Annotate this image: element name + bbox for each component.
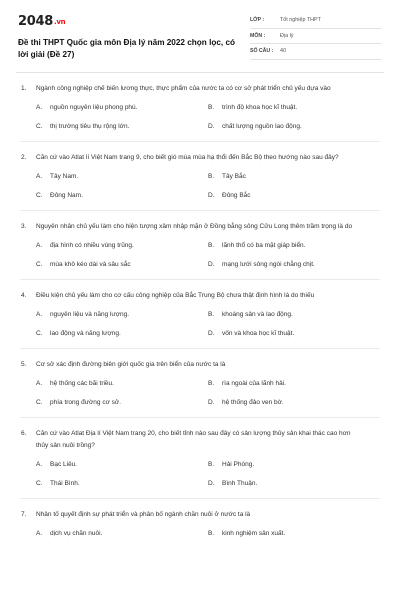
option-letter: D.	[208, 123, 215, 130]
answer-option-a[interactable]	[36, 460, 208, 469]
option-text: Tây Nam.	[50, 173, 79, 180]
option-text: mùa khô kéo dài và sâu sắc	[50, 261, 131, 268]
answer-option-d[interactable]	[208, 329, 380, 338]
answer-option-d[interactable]	[208, 260, 380, 269]
meta-value: 40	[280, 48, 286, 55]
option-text: mạng lưới sông ngòi chằng chịt.	[222, 261, 315, 268]
answer-options	[20, 460, 380, 488]
option-text: Bình Thuận.	[222, 480, 258, 487]
answer-option-d[interactable]	[208, 398, 380, 407]
option-letter: C.	[36, 261, 43, 268]
question-text: Điều kiện chủ yếu làm cho cơ cấu công nghiệp của Bắc Trung Bộ chưa thật định hình là do thiếu	[36, 292, 315, 299]
option-letter: D.	[208, 192, 215, 199]
answer-options	[20, 241, 380, 269]
option-letter: C.	[36, 399, 43, 406]
question-stem	[20, 428, 380, 452]
option-letter: B.	[208, 173, 215, 180]
question-item	[20, 418, 380, 499]
answer-options	[20, 310, 380, 338]
option-letter: D.	[208, 330, 215, 337]
option-letter: C.	[36, 330, 43, 337]
meta-label: MÔN :	[250, 32, 266, 39]
question-text: Cơ sở xác định đường biên giới quốc gia trên biển của nước ta là	[36, 361, 226, 368]
answer-option-b[interactable]	[208, 103, 380, 112]
option-text: lãnh thổ có ba mặt giáp biển.	[222, 242, 306, 249]
answer-option-c[interactable]	[36, 122, 208, 131]
option-text: địa hình có nhiều vùng trũng.	[50, 242, 134, 249]
question-stem	[20, 290, 380, 302]
option-letter: A.	[36, 104, 43, 111]
question-item	[20, 211, 380, 280]
answer-options	[20, 529, 380, 538]
option-text: Đông Bắc	[222, 192, 251, 199]
meta-value: Tốt nghiệp THPT	[280, 17, 321, 24]
answer-option-d[interactable]	[208, 191, 380, 200]
logo-suffix: .vn	[53, 18, 66, 26]
option-text: rìa ngoài của lãnh hải.	[222, 380, 286, 387]
option-letter: C.	[36, 480, 43, 487]
question-number: 4.	[21, 292, 27, 299]
meta-label: SỐ CÂU :	[250, 48, 274, 55]
option-letter: B.	[208, 461, 215, 468]
answer-option-a[interactable]	[36, 241, 208, 250]
option-letter: B.	[208, 380, 215, 387]
option-letter: A.	[36, 380, 43, 387]
option-text: Hải Phòng.	[222, 461, 255, 468]
answer-option-a[interactable]	[36, 379, 208, 388]
meta-row-grade	[250, 13, 382, 29]
question-stem	[20, 221, 380, 233]
question-number: 2.	[21, 154, 27, 161]
answer-option-a[interactable]	[36, 310, 208, 319]
option-text: dịch vụ chăn nuôi.	[50, 530, 103, 537]
question-item	[20, 73, 380, 142]
answer-option-c[interactable]	[36, 329, 208, 338]
answer-option-b[interactable]	[208, 172, 380, 181]
question-text: Nhân tố quyết định sự phát triển và phân bố ngành chăn nuôi ở nước ta là	[36, 511, 251, 518]
option-text: Thái Bình.	[50, 480, 80, 487]
option-text: nguồn nguyên liệu phong phú.	[50, 104, 138, 111]
question-item	[20, 280, 380, 349]
option-letter: B.	[208, 242, 215, 249]
option-text: chất lượng nguồn lao động.	[222, 123, 302, 130]
option-letter: B.	[208, 311, 215, 318]
question-stem	[20, 509, 380, 521]
option-letter: D.	[208, 399, 215, 406]
answer-options	[20, 103, 380, 131]
option-text: phía trong đường cơ sở.	[50, 399, 121, 406]
page-title: Đề thi THPT Quốc gia môn Địa lý năm 2022 chọn lọc, có lời giải (Đề 27)	[18, 38, 236, 59]
answer-option-b[interactable]	[208, 310, 380, 319]
answer-option-d[interactable]	[208, 479, 380, 488]
page-header	[0, 0, 400, 70]
question-list	[0, 73, 400, 548]
question-stem	[20, 83, 380, 95]
option-text: vốn và khoa học kĩ thuật.	[222, 330, 295, 337]
question-number: 7.	[21, 511, 27, 518]
question-item	[20, 142, 380, 211]
option-text: trình độ khoa học kĩ thuật.	[222, 104, 298, 111]
question-item	[20, 349, 380, 418]
question-stem	[20, 152, 380, 164]
option-text: hệ thống đảo ven bờ.	[222, 399, 284, 406]
question-number: 5.	[21, 361, 27, 368]
option-text: Tây Bắc	[222, 173, 246, 180]
option-text: kinh nghiệm sản xuất.	[222, 530, 286, 537]
answer-option-a[interactable]	[36, 103, 208, 112]
answer-option-d[interactable]	[208, 122, 380, 131]
meta-row-subject	[250, 29, 382, 45]
option-letter: A.	[36, 530, 43, 537]
question-number: 3.	[21, 223, 27, 230]
option-text: hệ thống các bãi triều.	[50, 380, 114, 387]
option-letter: A.	[36, 311, 43, 318]
option-text: lao động và năng lượng.	[50, 330, 121, 337]
question-number: 1.	[21, 85, 27, 92]
question-text: Ngành công nghiệp chế biến lương thực, thực phẩm của nước ta có cơ sở phát triển chủ yếu dựa vào	[36, 85, 331, 92]
meta-row-question-count	[250, 44, 382, 60]
meta-label: LỚP :	[250, 17, 265, 24]
option-letter: A.	[36, 242, 43, 249]
option-letter: D.	[208, 480, 215, 487]
answer-option-b[interactable]	[208, 241, 380, 250]
question-text: Nguyên nhân chủ yếu làm cho hiện tượng xâm nhập mặn ở Đồng bằng sông Cửu Long thêm trầm trọng là do	[36, 223, 353, 230]
meta-value: Địa lý	[280, 32, 294, 39]
answer-option-c[interactable]	[36, 479, 208, 488]
question-stem	[20, 359, 380, 371]
answer-option-a[interactable]	[36, 529, 208, 538]
answer-option-c[interactable]	[36, 260, 208, 269]
answer-option-c[interactable]	[36, 191, 208, 200]
option-text: thị trường tiêu thụ rộng lớn.	[50, 123, 130, 130]
option-text: nguyên liệu và năng lượng.	[50, 311, 130, 318]
question-text: Căn cứ vào Atlat lí Việt Nam trang 9, cho biết gió mùa mùa hạ thổi đến Bắc Bộ theo hướng nào sau đây?	[36, 154, 339, 161]
option-letter: C.	[36, 123, 43, 130]
question-text: Căn cứ vào Atlat Địa lí Việt Nam trang 20, cho biết tỉnh nào sau đây có sản lượng thủy sản khai thác cao hơn thủy sản nuôi trồng?	[36, 430, 351, 449]
answer-options	[20, 172, 380, 200]
option-letter: A.	[36, 461, 43, 468]
option-text: khoáng sản và lao động.	[222, 311, 293, 318]
answer-option-c[interactable]	[36, 398, 208, 407]
option-letter: B.	[208, 530, 215, 537]
question-number: 6.	[21, 430, 27, 437]
exam-info-panel	[250, 13, 382, 60]
answer-option-a[interactable]	[36, 172, 208, 181]
option-text: Bạc Liêu.	[50, 461, 78, 468]
option-letter: A.	[36, 173, 43, 180]
option-letter: D.	[208, 261, 215, 268]
logo-text: 2048	[18, 14, 53, 29]
option-text: Đông Nam.	[50, 192, 83, 199]
answer-options	[20, 379, 380, 407]
answer-option-b[interactable]	[208, 379, 380, 388]
question-item	[20, 499, 380, 548]
answer-option-b[interactable]	[208, 529, 380, 538]
option-letter: B.	[208, 104, 215, 111]
option-letter: C.	[36, 192, 43, 199]
answer-option-b[interactable]	[208, 460, 380, 469]
